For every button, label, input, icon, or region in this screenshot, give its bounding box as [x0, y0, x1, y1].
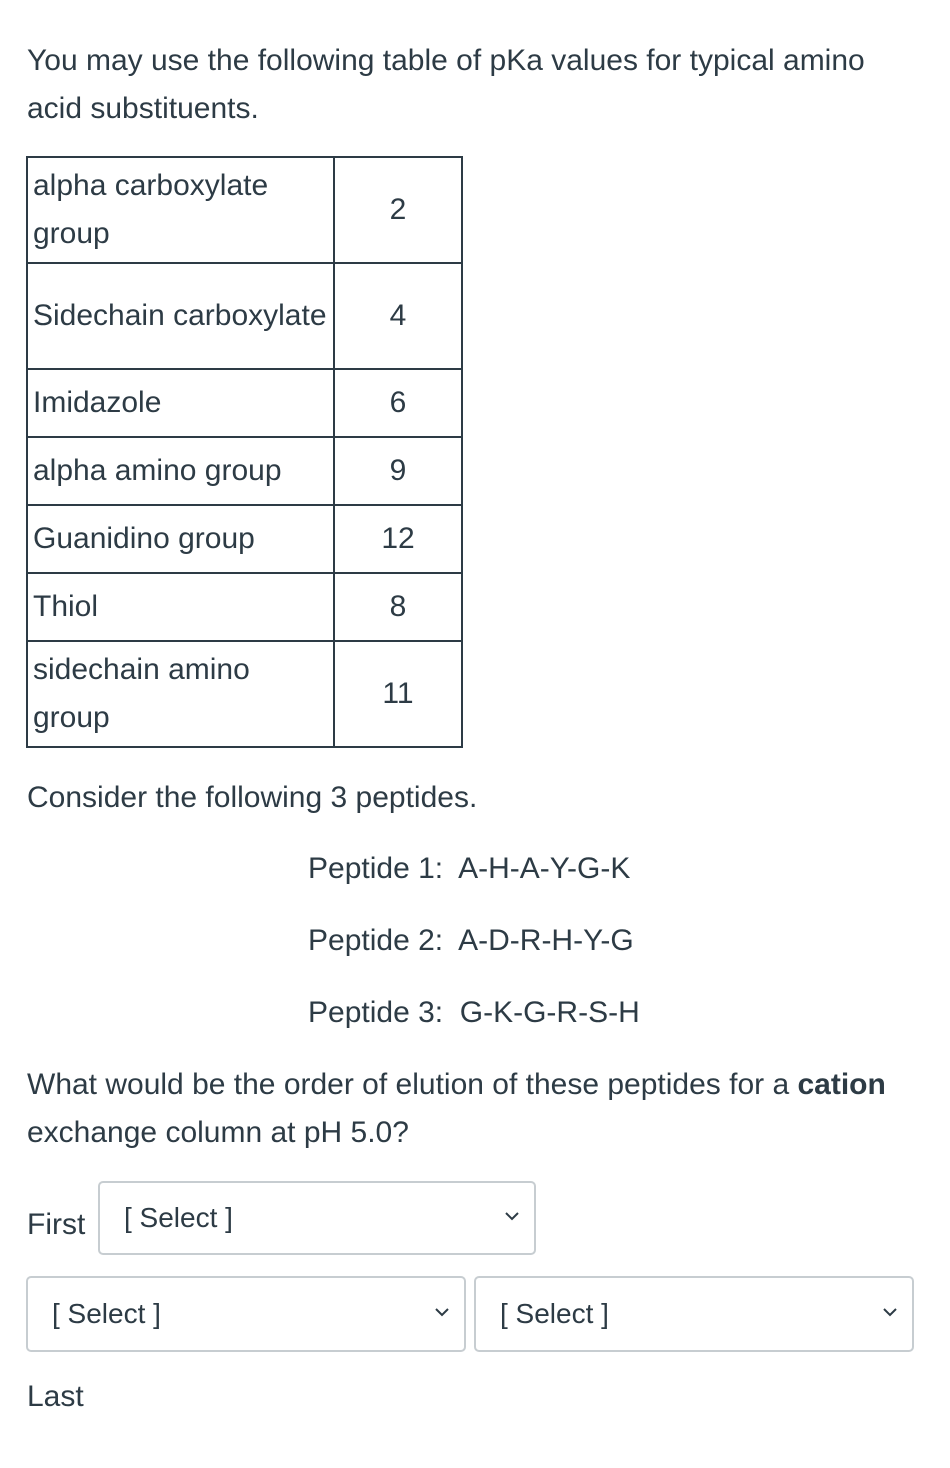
- select-value: [ Select ]: [52, 1298, 161, 1329]
- pka-value: 4: [334, 263, 462, 369]
- pka-value: 2: [334, 157, 462, 263]
- table-row: [27, 573, 462, 641]
- question-after: exchange column at pH 5.0?: [27, 1116, 409, 1149]
- pka-value: 8: [334, 573, 462, 641]
- table-row: [27, 263, 462, 369]
- question-text: [27, 1061, 927, 1157]
- select-value: [ Select ]: [124, 1202, 233, 1233]
- first-label: First: [27, 1208, 86, 1241]
- chevron-down-icon: [434, 1304, 450, 1320]
- group-name: Guanidino group: [27, 505, 334, 573]
- group-name: sidechain amino group: [27, 641, 334, 747]
- group-name: alpha carboxylate group: [27, 157, 334, 263]
- peptide-3: Peptide 3: G-K-G-R-S-H: [308, 996, 640, 1029]
- pka-value: 11: [334, 641, 462, 747]
- group-name: Imidazole: [27, 369, 334, 437]
- chevron-down-icon: [882, 1304, 898, 1320]
- select-value: [ Select ]: [500, 1298, 609, 1329]
- second-select[interactable]: [26, 1276, 466, 1352]
- table-row: [27, 369, 462, 437]
- last-label: Last: [27, 1380, 84, 1413]
- first-select[interactable]: [98, 1181, 536, 1255]
- pka-table: [26, 156, 463, 748]
- question-before: What would be the order of elution of these peptides for a: [27, 1068, 798, 1101]
- group-name: Sidechain carboxylate: [27, 263, 334, 369]
- third-select[interactable]: [474, 1276, 914, 1352]
- peptide-2: Peptide 2: A-D-R-H-Y-G: [308, 924, 634, 957]
- table-row: [27, 505, 462, 573]
- pka-value: 6: [334, 369, 462, 437]
- table-row: [27, 437, 462, 505]
- peptide-1: Peptide 1: A-H-A-Y-G-K: [308, 852, 631, 885]
- pka-value: 12: [334, 505, 462, 573]
- pka-value: 9: [334, 437, 462, 505]
- group-name: alpha amino group: [27, 437, 334, 505]
- group-name: Thiol: [27, 573, 334, 641]
- consider-text: Consider the following 3 peptides.: [27, 781, 478, 814]
- table-row: [27, 157, 462, 263]
- chevron-down-icon: [504, 1208, 520, 1224]
- intro-text: You may use the following table of pKa values for typical amino acid substituents.: [27, 44, 865, 125]
- question-bold: cation: [797, 1068, 886, 1101]
- table-row: [27, 641, 462, 747]
